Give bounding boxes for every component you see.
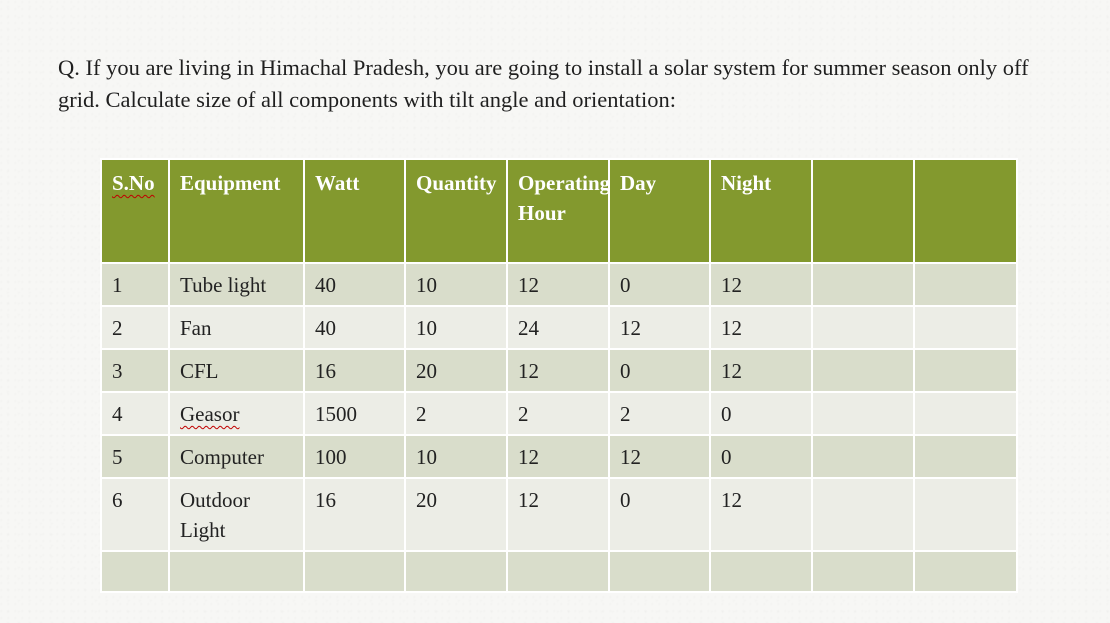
cell-empty (507, 551, 609, 592)
cell-quantity: 10 (405, 263, 507, 306)
cell-empty (812, 349, 914, 392)
cell-night: 0 (710, 392, 812, 435)
cell-watt: 1500 (304, 392, 405, 435)
load-table (100, 158, 1018, 593)
header-equipment: Equipment (169, 159, 304, 263)
cell-empty (710, 551, 812, 592)
table-row (101, 349, 1017, 392)
cell-empty (812, 551, 914, 592)
cell-empty (304, 551, 405, 592)
cell-sno: 3 (101, 349, 169, 392)
cell-quantity: 20 (405, 349, 507, 392)
cell-quantity: 10 (405, 306, 507, 349)
cell-empty (914, 478, 1017, 551)
cell-empty (914, 551, 1017, 592)
cell-equipment (169, 392, 304, 435)
table-row (101, 306, 1017, 349)
table-row (101, 263, 1017, 306)
cell-empty (812, 435, 914, 478)
cell-empty (914, 349, 1017, 392)
cell-equipment: CFL (169, 349, 304, 392)
header-night: Night (710, 159, 812, 263)
cell-empty (101, 551, 169, 592)
header-row (101, 159, 1017, 263)
cell-night: 12 (710, 263, 812, 306)
cell-day: 2 (609, 392, 710, 435)
header-day: Day (609, 159, 710, 263)
cell-equipment: Fan (169, 306, 304, 349)
cell-night: 12 (710, 478, 812, 551)
cell-empty (812, 306, 914, 349)
cell-night: 12 (710, 306, 812, 349)
cell-watt: 40 (304, 263, 405, 306)
cell-watt: 16 (304, 478, 405, 551)
cell-day: 0 (609, 263, 710, 306)
cell-empty (609, 551, 710, 592)
cell-night: 0 (710, 435, 812, 478)
header-sno: S.No (101, 159, 169, 263)
cell-operating-hour: 12 (507, 263, 609, 306)
header-extra-2 (914, 159, 1017, 263)
cell-operating-hour: 12 (507, 435, 609, 478)
cell-equipment: Outdoor Light (169, 478, 304, 551)
table-row (101, 392, 1017, 435)
table-row (101, 435, 1017, 478)
cell-empty (914, 435, 1017, 478)
cell-operating-hour: 24 (507, 306, 609, 349)
cell-equipment: Tube light (169, 263, 304, 306)
table-row (101, 478, 1017, 551)
cell-sno: 1 (101, 263, 169, 306)
header-quantity: Quantity (405, 159, 507, 263)
cell-watt: 100 (304, 435, 405, 478)
cell-empty (812, 263, 914, 306)
header-watt: Watt (304, 159, 405, 263)
cell-quantity: 20 (405, 478, 507, 551)
cell-empty (914, 263, 1017, 306)
cell-day: 0 (609, 478, 710, 551)
cell-empty (405, 551, 507, 592)
table-row-empty (101, 551, 1017, 592)
cell-equipment: Computer (169, 435, 304, 478)
cell-empty (914, 306, 1017, 349)
cell-quantity: 10 (405, 435, 507, 478)
header-operating-hour: Operating Hour (507, 159, 609, 263)
cell-quantity: 2 (405, 392, 507, 435)
cell-empty (812, 478, 914, 551)
cell-sno: 4 (101, 392, 169, 435)
cell-day: 12 (609, 306, 710, 349)
cell-day: 12 (609, 435, 710, 478)
cell-operating-hour: 12 (507, 478, 609, 551)
cell-empty (914, 392, 1017, 435)
cell-empty (812, 392, 914, 435)
cell-sno: 6 (101, 478, 169, 551)
cell-operating-hour: 2 (507, 392, 609, 435)
cell-watt: 40 (304, 306, 405, 349)
header-extra-1 (812, 159, 914, 263)
question-text: Q. If you are living in Himachal Pradesh, you are going to install a solar system for summer season only off grid. Calculate size of all components with tilt angle and orientation: (58, 55, 1029, 112)
cell-day: 0 (609, 349, 710, 392)
cell-operating-hour: 12 (507, 349, 609, 392)
cell-empty (169, 551, 304, 592)
cell-sno: 2 (101, 306, 169, 349)
cell-night: 12 (710, 349, 812, 392)
cell-sno: 5 (101, 435, 169, 478)
cell-watt: 16 (304, 349, 405, 392)
cell-equipment-text: Geasor (180, 402, 240, 426)
